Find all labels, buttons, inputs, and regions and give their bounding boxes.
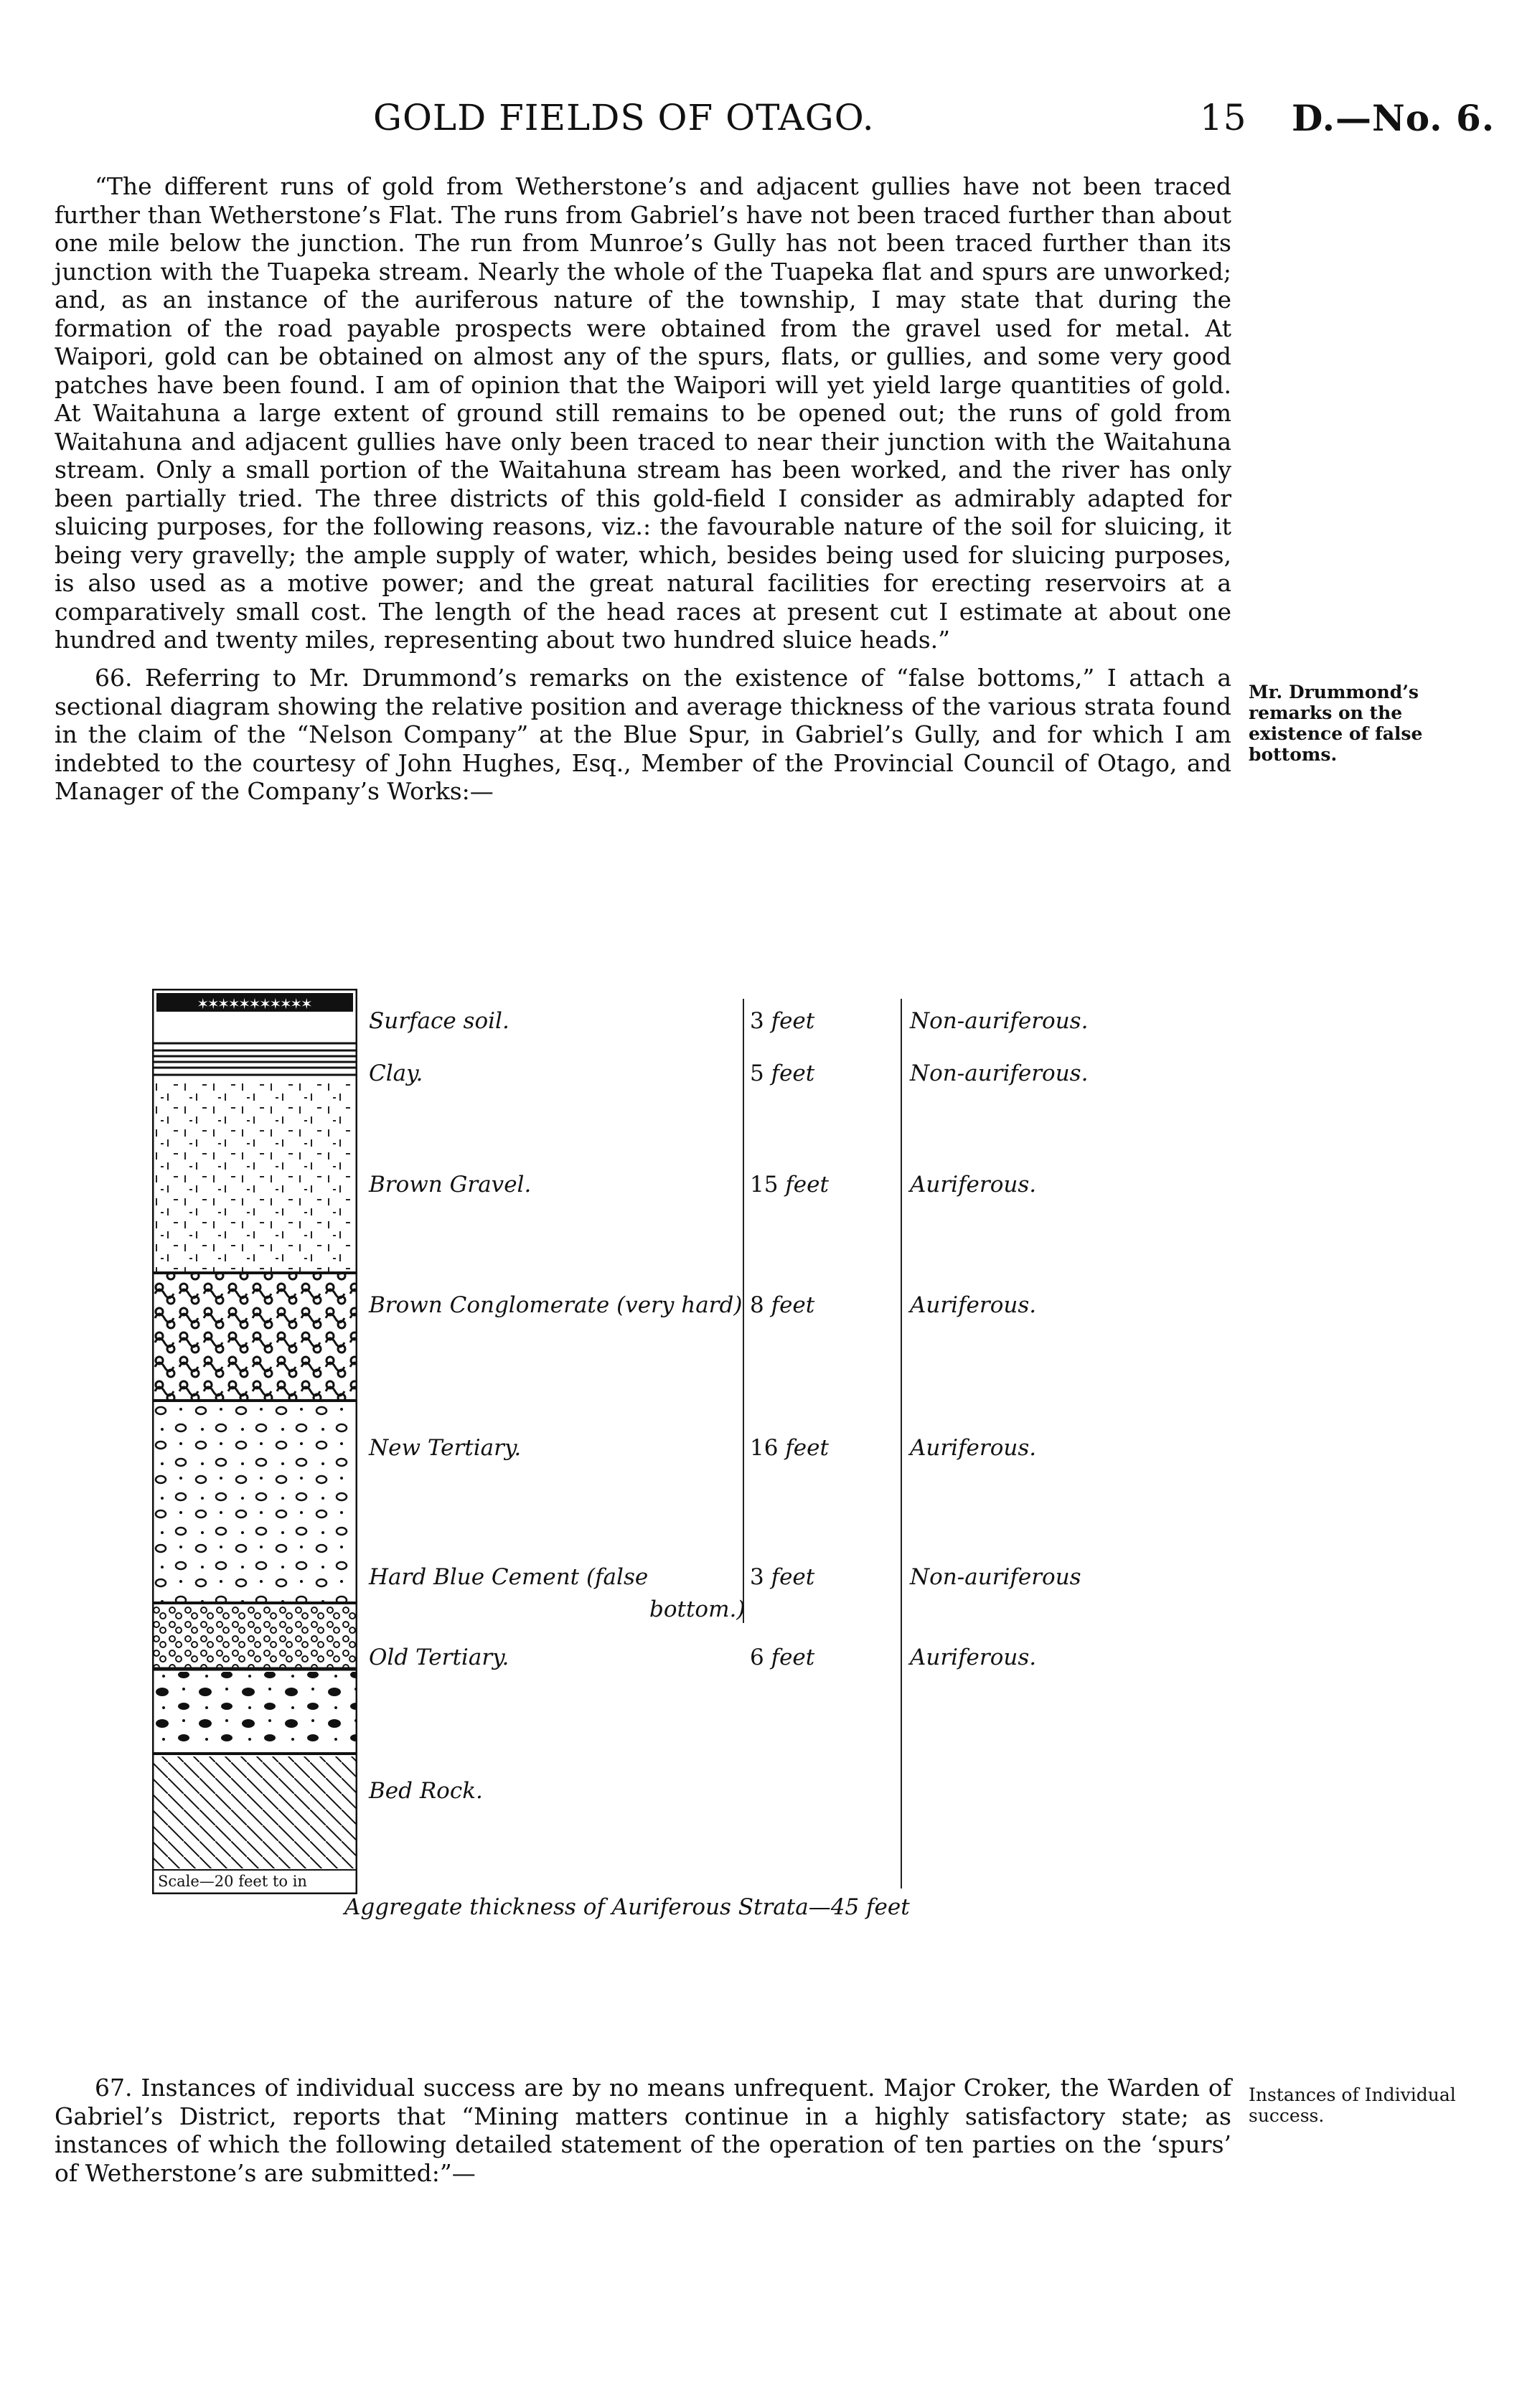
column-divider-1 bbox=[743, 999, 744, 1623]
layer-nature: Non-auriferous. bbox=[910, 1060, 1089, 1086]
paragraph-66 bbox=[55, 664, 1231, 806]
aggregate-caption: Aggregate thickness of Auriferous Strata—45 feet bbox=[344, 1894, 910, 1920]
layer-name: Clay. bbox=[369, 1060, 423, 1086]
paragraph-67 bbox=[55, 2074, 1231, 2187]
document-reference: D.—No. 6. bbox=[1292, 97, 1495, 139]
layer-thickness: 6 feet bbox=[750, 1645, 815, 1670]
margin-note-false-bottoms: Mr. Drummond’s remarks on the existence of false bottoms. bbox=[1249, 682, 1423, 765]
layer-thickness: 3 feet bbox=[750, 1564, 815, 1590]
layer-nature: Non-auriferous bbox=[910, 1564, 1081, 1590]
quote-text: “The different runs of gold from Wetherstone’s and adjacent gullies have not been traced further than Wetherstone’s Flat. The runs from Gabriel’s have not been traced further than about one mile below the junction. The run from Munroe’s Gully has not been traced further than its junction with the Tuapeka stream. Nearly the whole of the Tuapeka flat and spurs are unworked; and, as an instance of the auriferous nature of the township, I may state that during the formation of the road payable prospects were obtained from the gravel used for metal. At Waipori, gold can be obtained on almost any of the spurs, flats, or gullies, and some very good patches have been found. I am of opinion that the Waipori will yet yield large quantities of gold. At Waitahuna a large extent of ground still remains to be opened out; the runs of gold from Waitahuna and adjacent gullies have only been traced to near their junction with the Waitahuna stream. Only a small portion of the Waitahuna stream has been worked, and the river has only been partially tried. The three districts of this gold-field I consider as admirably adapted for sluicing purposes, for the following reasons, viz.: the favourable nature of the soil for sluicing, it being very gravelly; the ample supply of water, which, besides being used for sluicing purposes, is also used as a motive power; and the great natural facilities for erecting reservoirs at a comparatively small cost. The length of the head races at present cut I estimate at about one hundred and twenty miles, representing about two hundred sluice heads.” bbox=[55, 172, 1231, 654]
quote-paragraph bbox=[55, 172, 1231, 654]
layer-name: Surface soil. bbox=[369, 1008, 509, 1034]
layer-thickness: 15 feet bbox=[750, 1172, 829, 1198]
layer-thickness: 16 feet bbox=[750, 1435, 829, 1461]
layer-nature: Auriferous. bbox=[910, 1435, 1037, 1461]
layer-nature: Non-auriferous. bbox=[910, 1008, 1089, 1034]
layer-thickness: 8 feet bbox=[750, 1292, 815, 1318]
paragraph-66-text: 66. Referring to Mr. Drummond’s remarks on the existence of “false bottoms,” I attach a sectional diagram showing the relative position and average thickness of the various strata found in the claim of the “Nelson Company” at the Blue Spur, in Gabriel’s Gully, and for which I am indebted to the courtesy of John Hughes, Esq., Member of the Provincial Council of Otago, and Manager of the Company’s Works:— bbox=[55, 664, 1231, 805]
layer-name: New Tertiary. bbox=[369, 1435, 522, 1461]
paragraph-67-text: 67. Instances of individual success are by no means unfrequent. Major Croker, the Warden of Gabriel’s District, reports that “Mining matters continue in a highly satisfactory state; as instances of which the following detailed statement of the operation of ten parties on the ‘spurs’ of Wetherstone’s are submitted:”— bbox=[55, 2074, 1231, 2187]
layer-name-continued: bottom.) bbox=[649, 1596, 746, 1622]
running-title: GOLD FIELDS OF OTAGO. bbox=[373, 97, 875, 138]
layer-name: Brown Conglomerate (very hard) bbox=[369, 1292, 743, 1318]
svg-text:✶✶✶✶✶✶✶✶✶✶✶: ✶✶✶✶✶✶✶✶✶✶✶ bbox=[197, 993, 312, 1013]
layer-nature: Auriferous. bbox=[910, 1645, 1037, 1670]
margin-note-individual-success: Instances of Individual success. bbox=[1249, 2084, 1456, 2126]
layer-thickness: 5 feet bbox=[750, 1060, 815, 1086]
layer-name: Brown Gravel. bbox=[369, 1172, 532, 1198]
layer-thickness: 3 feet bbox=[750, 1008, 815, 1034]
layer-nature: Auriferous. bbox=[910, 1172, 1037, 1198]
layer-nature: Auriferous. bbox=[910, 1292, 1037, 1318]
scale-label: Scale—20 feet to in bbox=[158, 1873, 307, 1890]
layer-name: Hard Blue Cement (false bbox=[369, 1564, 649, 1590]
column-divider-2 bbox=[901, 999, 902, 1889]
strata-column bbox=[152, 989, 357, 1894]
page-number: 15 bbox=[1200, 97, 1247, 138]
layer-name: Bed Rock. bbox=[369, 1778, 483, 1804]
layer-name: Old Tertiary. bbox=[369, 1645, 509, 1670]
